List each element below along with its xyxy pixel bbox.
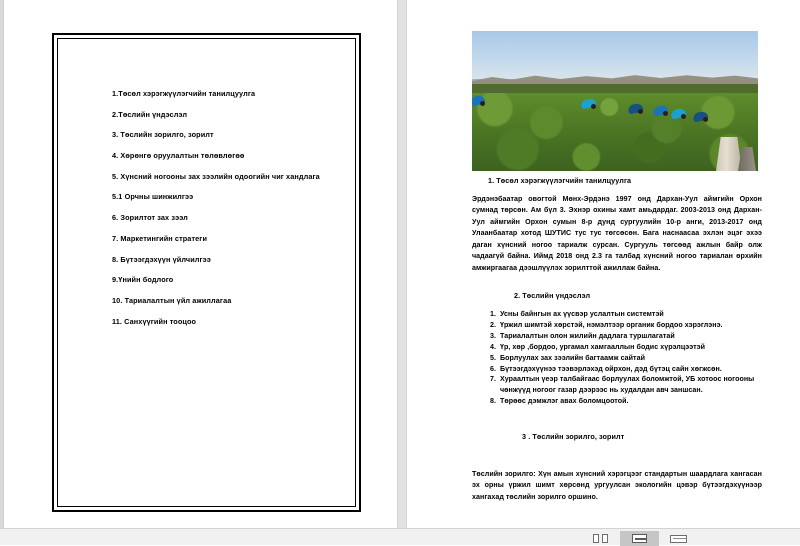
status-bar <box>0 528 800 545</box>
toc-item[interactable]: 1.Төсөл хэрэгжүүлэгчийн танилцуулга <box>112 89 256 98</box>
table-of-contents <box>112 90 362 338</box>
toc-item[interactable]: 3. Төслийн зорилго, зорилт <box>112 130 214 140</box>
toc-item[interactable]: 9.Үнийн бодлого <box>112 275 174 285</box>
toc-item[interactable]: 11. Санхүүгийн тооцоо <box>112 316 197 326</box>
list-item: 3. Тариалалтын олон жилийн дадлага туршлагатай <box>489 332 675 341</box>
list-item: 2. Үржил шимтэй хөрстэй, нэмэлтээр органик бордоо хэрэглэнэ. <box>489 321 723 330</box>
photo-harvest-sack <box>716 137 742 171</box>
list-item-text: Бүтээгдэхүүнээ тээвэрлэхэд ойрхон, дэд бүтэц сайн хөгжсөн. <box>500 364 722 373</box>
list-item-text: Үр, хөр ,бордоо, ургамал хамгааллын бодис хүрэлцээтэй <box>500 342 706 351</box>
photo-vegetable-field <box>472 93 758 171</box>
photo-worker <box>693 112 710 128</box>
toc-item[interactable]: 5.1 Орчны шинжилгээ <box>112 192 194 202</box>
list-item: 6. Бүтээгдэхүүнээ тээвэрлэхэд ойрхон, дэд бүтэц сайн хөгжсөн. <box>489 364 722 373</box>
page-left-table-of-contents[interactable] <box>4 0 393 528</box>
list-item-text: Борлуулах зах зээлийн багтаамж сайтай <box>500 353 645 362</box>
toc-item[interactable]: 10. Тариалалтын үйл ажиллагаа <box>112 295 232 305</box>
photo-worker <box>653 106 670 122</box>
toc-item[interactable]: 5. Хүнсний ногооны зах зээлийн одоогийн чиг хандлага <box>112 171 320 181</box>
list-item: 8. Төрөөс дэмжлэг авах боломцоотой. <box>489 396 629 405</box>
wide-page-icon <box>670 535 687 543</box>
list-item: 4. Үр, хөр ,бордоо, ургамал хамгааллын бодис хүрэлцээтэй <box>489 342 706 351</box>
web-layout-view-button[interactable] <box>659 531 698 546</box>
list-item-text: Тариалалтын олон жилийн дадлага туршлагатай <box>500 332 675 341</box>
photo-worker <box>581 99 598 115</box>
photo-worker <box>671 109 688 125</box>
one-page-view-button[interactable] <box>620 531 659 546</box>
toc-item[interactable]: 2.Төслийн үндэслэл <box>112 109 188 119</box>
photo-worker <box>472 96 487 112</box>
photo-worker <box>628 104 645 120</box>
list-item-text: Үржил шимтэй хөрстэй, нэмэлтээр органик бордоо хэрэглэнэ. <box>500 321 723 330</box>
list-item-text: Усны байнгын ах үүсвэр услалтын системтэй <box>500 310 664 319</box>
section-2-heading: 2. Төслийн үндэслэл <box>514 291 591 301</box>
toc-item[interactable]: 4. Хөрөнгө оруулалтын төлөвлөгөө <box>112 151 245 161</box>
page-body-text <box>472 176 762 503</box>
section-1-paragraph: Эрдэнэбаатар овогтой Мөнх-Эрдэнэ 1997 онд Дархан-Уул аймгийн Орхон сумнад төрсөн. Ам бүл 3. Эхнэр охины хамт амьдардаг. 2003-2013 онд Дархан-Уул аймгийн Орхон сумын 8-р дунд сургуулийн 10-р анги, 2013-2017 онд Улаанбаатар хотод ШУТИС тус тус төгсөсөн. Бага наснаасаа эхлэн эцэг эхээ даган хүнсний ногоо тариалж сурсан. Сургууль төгсөөд ажлын байр олж чадаагүй байна. Иймд 2018 онд 2.3 га талбад хүнсний ногоо тариалан өрхийн амжиргаагаа дээшлүүлэх зорилттой ажиллаж байна. <box>472 195 762 272</box>
view-mode-toggle-group <box>581 531 698 546</box>
two-page-view-button[interactable] <box>581 531 620 546</box>
section-3-paragraph: Төслийн зорилго: Хүн амын хүнсний хэрэгцээг стандартын шаардлага хангасан эх орны үржил шимт хөрсөнд ургуулсан экологийн цэвэр бүтээгдэхүүнээр хангахад төслийн зорилго оршино. <box>472 469 762 501</box>
one-page-icon <box>632 534 647 543</box>
list-item-text: Төрөөс дэмжлэг авах боломцоотой. <box>500 396 629 405</box>
toc-item[interactable]: 7. Маркетингийн стратеги <box>112 233 208 243</box>
page-gutter-divider <box>393 0 408 528</box>
section-2-list <box>472 309 762 406</box>
section-1-heading: 1. Төсөл хэрэгжүүлэгчийн танилцуулга <box>488 176 632 185</box>
two-page-icon <box>592 534 609 543</box>
list-item-text: Хураалтын үеэр талбайгаас борлуулах боломжтой, УБ хотоос ногооны чөнжүүд ногоог газар дээрээс нь худалдан авч заншсан. <box>500 375 755 394</box>
pages-container <box>4 0 800 528</box>
field-harvest-photo <box>472 31 758 171</box>
list-item: 7. Хураалтын үеэр талбайгаас борлуулах боломжтой, УБ хотоос ногооны чөнжүүд ногоог газар дээрээс нь худалдан авч заншсан. <box>489 375 755 394</box>
photo-sky-region <box>472 31 758 79</box>
list-item: 5. Борлуулах зах зээлийн багтаамж сайтай <box>489 353 645 362</box>
toc-item[interactable]: 6. Зорилтот зах зээл <box>112 213 188 223</box>
section-3-heading: 3 . Төслийн зорилго, зорилт <box>522 431 625 441</box>
page-right-content[interactable] <box>408 0 800 528</box>
toc-item[interactable]: 8. Бүтээгдэхүүн үйлчилгээ <box>112 254 211 264</box>
photo-harvest-sack <box>738 147 756 171</box>
list-item: 1. Усны байнгын ах үүсвэр услалтын системтэй <box>489 310 664 319</box>
